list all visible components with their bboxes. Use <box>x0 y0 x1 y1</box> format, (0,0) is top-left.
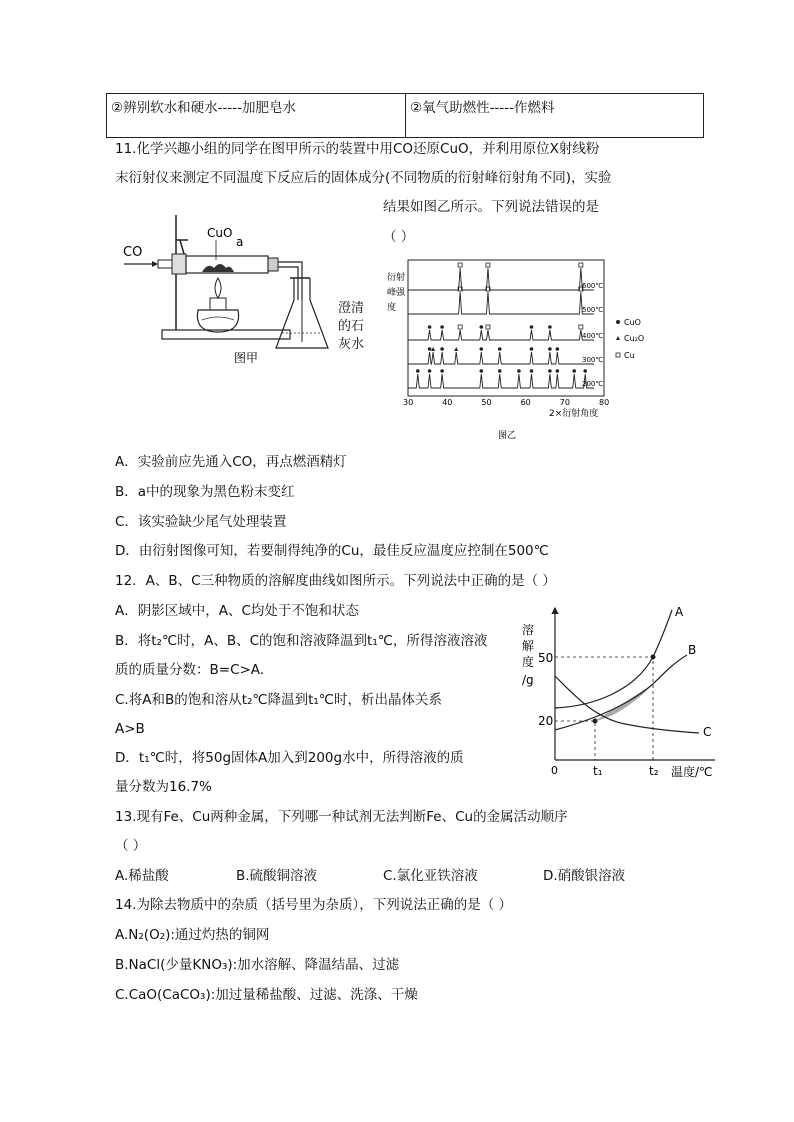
limewater-label: 澄清 的石 灰水 <box>338 301 365 352</box>
xrd-chart <box>384 252 654 447</box>
q14-option-c: C.CaO(CaCO₃):加过量稀盐酸、过滤、洗涤、干燥 <box>115 987 418 1003</box>
xrd-caption: 图乙 <box>498 431 517 441</box>
q11-line3: 结果如图乙所示。下列说法错误的是 <box>383 199 599 215</box>
xrd-temp-label: 500℃ <box>582 306 604 314</box>
flask-figure <box>270 270 340 360</box>
flame-icon <box>215 278 221 298</box>
xrd-xtick: 70 <box>559 398 570 407</box>
q13-option-d: D.硝酸银溶液 <box>543 868 626 884</box>
q11-line1: 11.化学兴趣小组的同学在图甲所示的装置中用CO还原CuO，并利用原位X射线粉 <box>115 141 600 157</box>
xrd-peak-marker <box>517 369 521 373</box>
xrd-peak-marker <box>583 369 587 373</box>
q12-option-a: A．阴影区域中，A、C均处于不饱和状态 <box>115 603 359 619</box>
xrd-xtick: 50 <box>481 398 492 407</box>
q11-answer-paren: （ ） <box>383 229 415 245</box>
xrd-peak-marker <box>548 347 552 351</box>
q13-stem: 13.现有Fe、Cu两种金属，下列哪一种试剂无法判断Fe、Cu的金属活动顺序 <box>115 809 568 825</box>
options-table <box>106 93 704 138</box>
xrd-xlabel: 2×衍射角度 <box>549 409 599 419</box>
legend-cu2o-marker <box>616 336 620 340</box>
q13-option-b: B.硫酸铜溶液 <box>236 868 318 884</box>
xrd-trace <box>408 374 594 388</box>
t2-label: t₂ <box>649 764 659 778</box>
co-label: CO <box>123 245 143 260</box>
xrd-peak-marker <box>428 369 432 373</box>
q12-option-c-line2: A>B <box>115 721 145 737</box>
q13-option-a: A.稀盐酸 <box>115 868 169 884</box>
legend-cu-marker <box>616 353 620 357</box>
legend-cuo-marker <box>616 320 620 324</box>
xrd-peak-marker <box>486 325 490 329</box>
xrd-peak-marker <box>498 369 502 373</box>
xrd-trace <box>408 330 594 340</box>
q14-option-b: B.NaCl(少量KNO₃):加水溶解、降温结晶、过滤 <box>115 957 400 973</box>
xrd-peak-marker <box>480 369 484 373</box>
xrd-peak-marker <box>579 325 583 329</box>
clamp <box>176 240 188 254</box>
xrd-temp-label: 400℃ <box>582 332 604 340</box>
q11-option-c: C．该实验缺少尾气处理装置 <box>115 514 287 530</box>
stopper <box>172 254 186 274</box>
xrd-trace <box>408 268 594 290</box>
xrd-xtick: 40 <box>442 398 453 407</box>
xrd-peak-marker <box>480 347 484 351</box>
guide-t2 <box>555 657 653 760</box>
q11-option-d: D．由衍射图像可知，若要制得纯净的Cu，最佳反应温度应控制在500℃ <box>115 543 549 559</box>
xrd-peak-marker <box>579 263 583 267</box>
q12-option-d-line1: D．t₁℃时，将50g固体A加入到200g水中，所得溶液的质 <box>115 750 464 766</box>
xrd-peak-marker <box>480 325 484 329</box>
q14-stem: 14.为除去物质中的杂质（括号里为杂质），下列说法正确的是（ ） <box>115 897 513 913</box>
table-cell-left: ②辨别软水和硬水-----加肥皂水 <box>107 94 406 138</box>
xrd-peak-marker <box>440 325 444 329</box>
xrd-peak-marker <box>548 369 552 373</box>
t1-label: t₁ <box>593 764 603 778</box>
xrd-ylabel-3: 度 <box>387 303 397 313</box>
xrd-xtick: 30 <box>403 398 414 407</box>
xrd-temp-label: 600℃ <box>582 282 604 290</box>
legend-cu2o: Cu₂O <box>624 334 645 343</box>
xrd-peak-marker <box>530 347 534 351</box>
xrd-peak-marker <box>556 347 560 351</box>
xrd-peak-marker <box>548 325 552 329</box>
apparatus-caption: 图甲 <box>234 351 259 365</box>
table-row <box>107 94 704 138</box>
graph-ylabel-3: 度 <box>522 655 535 669</box>
legend-cuo: CuO <box>624 318 641 327</box>
xrd-peak-marker <box>530 325 534 329</box>
xrd-peak-marker <box>530 369 534 373</box>
q13-option-c: C.氯化亚铁溶液 <box>383 868 478 884</box>
q14-option-a: A.N₂(O₂):通过灼热的铜网 <box>115 927 270 943</box>
q12-option-c-line1: C.将A和B的饱和溶从t₂℃降温到t₁℃时，析出晶体关系 <box>115 692 442 708</box>
xrd-peak-marker <box>428 325 432 329</box>
xrd-xtick: 80 <box>599 398 610 407</box>
guide-t1 <box>555 721 595 760</box>
a-label: a <box>236 235 244 249</box>
shaded-region <box>595 684 653 721</box>
graph-ylabel-1: 溶 <box>522 623 535 637</box>
graph-xlabel: 温度/℃ <box>671 765 713 779</box>
co-arrowhead <box>152 261 158 267</box>
cuo-label: CuO <box>207 226 233 240</box>
xrd-trace <box>408 352 594 364</box>
graph-ylabel-2: 解 <box>522 639 535 653</box>
xrd-peak-marker <box>440 369 444 373</box>
curve-c-label: C <box>703 725 712 739</box>
xrd-peak-marker <box>454 347 458 351</box>
intersection-point-t2 <box>651 655 656 660</box>
y-tick-20: 20 <box>538 714 554 728</box>
xrd-xtick: 60 <box>520 398 531 407</box>
xrd-peak-marker <box>572 369 576 373</box>
q12-option-b-line2: 质的质量分数：B=C>A． <box>115 662 274 678</box>
table-cell-right: ②氧气助燃性-----作燃料 <box>406 94 704 138</box>
xrd-ylabel-2: 峰强 <box>387 288 406 298</box>
curve-a-label: A <box>675 605 684 619</box>
q13-answer-paren: （ ） <box>115 838 147 854</box>
xrd-trace <box>408 292 594 314</box>
q11-option-a: A．实验前应先通入CO，再点燃酒精灯 <box>115 454 347 470</box>
xrd-peak-marker <box>498 347 502 351</box>
q11-option-b: B．a中的现象为黑色粉末变红 <box>115 484 295 500</box>
xrd-peak-marker <box>458 263 462 267</box>
xrd-peak-marker <box>431 347 435 351</box>
solubility-graph <box>515 600 730 785</box>
q12-stem: 12．A、B、C三种物质的溶解度曲线如图所示。下列说法中正确的是（ ） <box>115 573 556 589</box>
y-tick-50: 50 <box>538 651 554 665</box>
xrd-peak-marker <box>556 369 560 373</box>
intersection-point-t1 <box>593 719 598 724</box>
graph-ylabel-4: /g <box>522 673 534 687</box>
xrd-peak-marker <box>486 263 490 267</box>
xrd-peak-marker <box>458 325 462 329</box>
cuo-powder <box>202 264 234 272</box>
q12-option-d-line2: 量分数为16.7% <box>115 779 212 795</box>
xrd-peak-marker <box>440 347 444 351</box>
curve-b <box>555 655 687 730</box>
xrd-temp-label: 200℃ <box>582 380 604 388</box>
xrd-temp-label: 300℃ <box>582 356 604 364</box>
alcohol-lamp <box>197 310 238 332</box>
xrd-peak-marker <box>428 347 432 351</box>
q12-option-b-line1: B．将t₂℃时，A、B、C的饱和溶液降温到t₁℃，所得溶液溶液 <box>115 633 488 649</box>
origin-label: 0 <box>551 764 558 777</box>
xrd-peak-marker <box>416 369 420 373</box>
curve-b-label: B <box>688 643 697 657</box>
xrd-ylabel-1: 衍射 <box>387 273 406 283</box>
legend-cu: Cu <box>624 351 635 360</box>
q11-line2: 末衍射仪来测定不同温度下反应后的固体成分(不同物质的衍射峰衍射角不同)，实验 <box>115 170 612 186</box>
